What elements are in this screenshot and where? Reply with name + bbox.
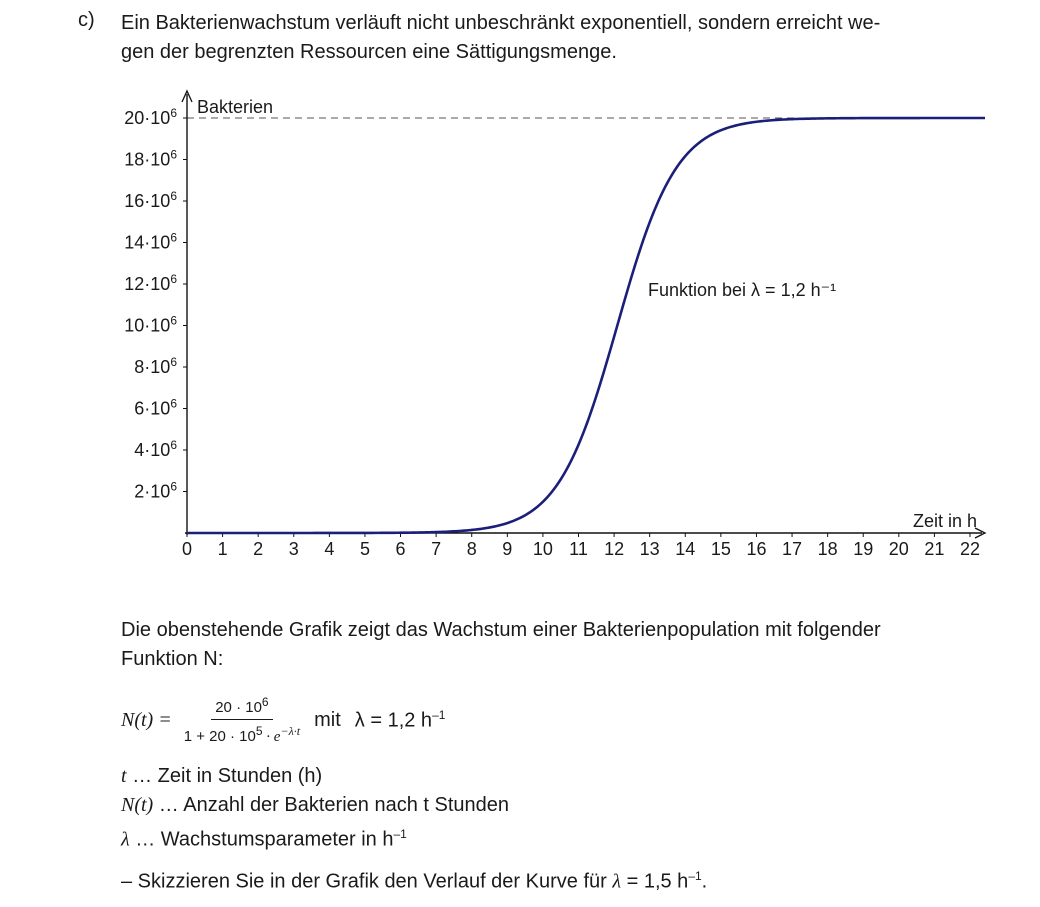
formula-lhs: N(t) = [121, 708, 172, 731]
formula-rhs [355, 708, 446, 733]
denominator-tail-exp: −λ·t [280, 723, 301, 738]
formula-mit: mit [314, 708, 341, 731]
x-tick-label: 1 [217, 539, 228, 559]
y-tick-label: $16\cdot 10^6$ [124, 189, 177, 211]
x-tick-label: 6 [395, 539, 406, 559]
formula-numerator [211, 695, 272, 720]
x-tick-label: 2 [253, 539, 264, 559]
y-tick-label: $6\cdot 10^6$ [134, 396, 177, 419]
description-text [121, 616, 881, 674]
definition-t [121, 762, 509, 791]
y-tick-label: $14\cdot 10^6$ [124, 230, 177, 253]
x-tick-label: 20 [888, 539, 909, 559]
y-tick-label: $8\cdot 10^6$ [134, 355, 177, 377]
growth-curve [187, 118, 985, 533]
definition-n [121, 791, 509, 820]
denominator-text: 1 + 20 · 10 [183, 727, 256, 745]
x-tick-label: 3 [288, 539, 299, 559]
task-text [121, 869, 707, 894]
formula-fraction [184, 695, 300, 746]
y-tick-label: $20\cdot 10^6$ [124, 106, 177, 128]
y-tick-label: $12\cdot 10^6$ [124, 272, 177, 294]
x-tick-label: 9 [502, 539, 513, 559]
y-tick-label: $2\cdot 10^6$ [134, 479, 177, 502]
definition-lambda [121, 820, 509, 855]
bacteria-growth-chart [0, 80, 1040, 580]
x-tick-label: 14 [675, 539, 696, 559]
x-tick-label: 15 [710, 539, 731, 559]
definition-text: … Zeit in Stunden (h) [126, 765, 323, 787]
x-tick-label: 17 [782, 539, 803, 559]
x-tick-label: 5 [359, 539, 370, 559]
y-tick-label: $18\cdot 10^6$ [124, 147, 177, 170]
task-end: . [701, 870, 708, 893]
task-value: = 1,5 h [621, 870, 689, 893]
numerator-exp: 6 [261, 694, 269, 709]
y-tick-label: $4\cdot 10^6$ [134, 438, 177, 460]
y-tick-label: $10\cdot 10^6$ [124, 313, 177, 336]
y-axis-label: Bakterien [197, 97, 274, 117]
x-tick-label: 4 [324, 539, 335, 559]
definition-symbol: N(t) [121, 794, 154, 816]
formula-rhs-text: λ = 1,2 h [354, 709, 433, 732]
definition-text: … Wachstumsparameter in h [129, 828, 394, 851]
description-line-2: Funktion N: [121, 648, 224, 670]
definitions [121, 762, 509, 855]
formula-rhs-exp: –1 [432, 707, 446, 722]
task-exp: –1 [688, 869, 702, 883]
definition-symbol: t [121, 765, 127, 787]
formula [121, 690, 445, 750]
x-tick-label: 21 [924, 539, 945, 559]
intro-line-1: Ein Bakterienwachstum verläuft nicht unbeschränkt exponentiell, sondern erreicht we- [121, 12, 881, 34]
definition-symbol: λ [121, 828, 130, 851]
part-label: c) [78, 9, 95, 31]
x-tick-label: 11 [569, 539, 588, 559]
numerator-text: 20 · 10 [215, 698, 262, 716]
denominator-tail: · e [262, 728, 281, 745]
curve-annotation: Funktion bei λ = 1,2 h⁻¹ [648, 280, 837, 300]
x-tick-label: 19 [853, 539, 874, 559]
x-tick-label: 22 [959, 539, 981, 559]
x-tick-label: 0 [181, 539, 193, 559]
x-tick-label: 12 [604, 539, 625, 559]
task-symbol: λ [612, 870, 622, 893]
denominator-exp: 5 [255, 723, 263, 738]
x-tick-label: 13 [639, 539, 660, 559]
x-tick-label: 10 [532, 539, 553, 559]
x-tick-label: 18 [817, 539, 838, 559]
x-axis-label: Zeit in h [912, 511, 977, 531]
intro-text [121, 9, 1001, 67]
x-tick-label: 16 [746, 539, 767, 559]
definition-text: … Anzahl der Bakterien nach t Stunden [153, 794, 509, 816]
task-main: – Skizzieren Sie in der Grafik den Verlauf der Kurve für [121, 870, 613, 893]
description-line-1: Die obenstehende Grafik zeigt das Wachstum einer Bakterienpopulation mit folgender [121, 619, 881, 641]
formula-denominator [184, 720, 300, 746]
x-tick-label: 8 [466, 539, 477, 559]
intro-line-2: gen der begrenzten Ressourcen eine Sättigungsmenge. [121, 41, 617, 63]
x-tick-label: 7 [431, 539, 442, 559]
definition-exp: –1 [393, 827, 407, 841]
